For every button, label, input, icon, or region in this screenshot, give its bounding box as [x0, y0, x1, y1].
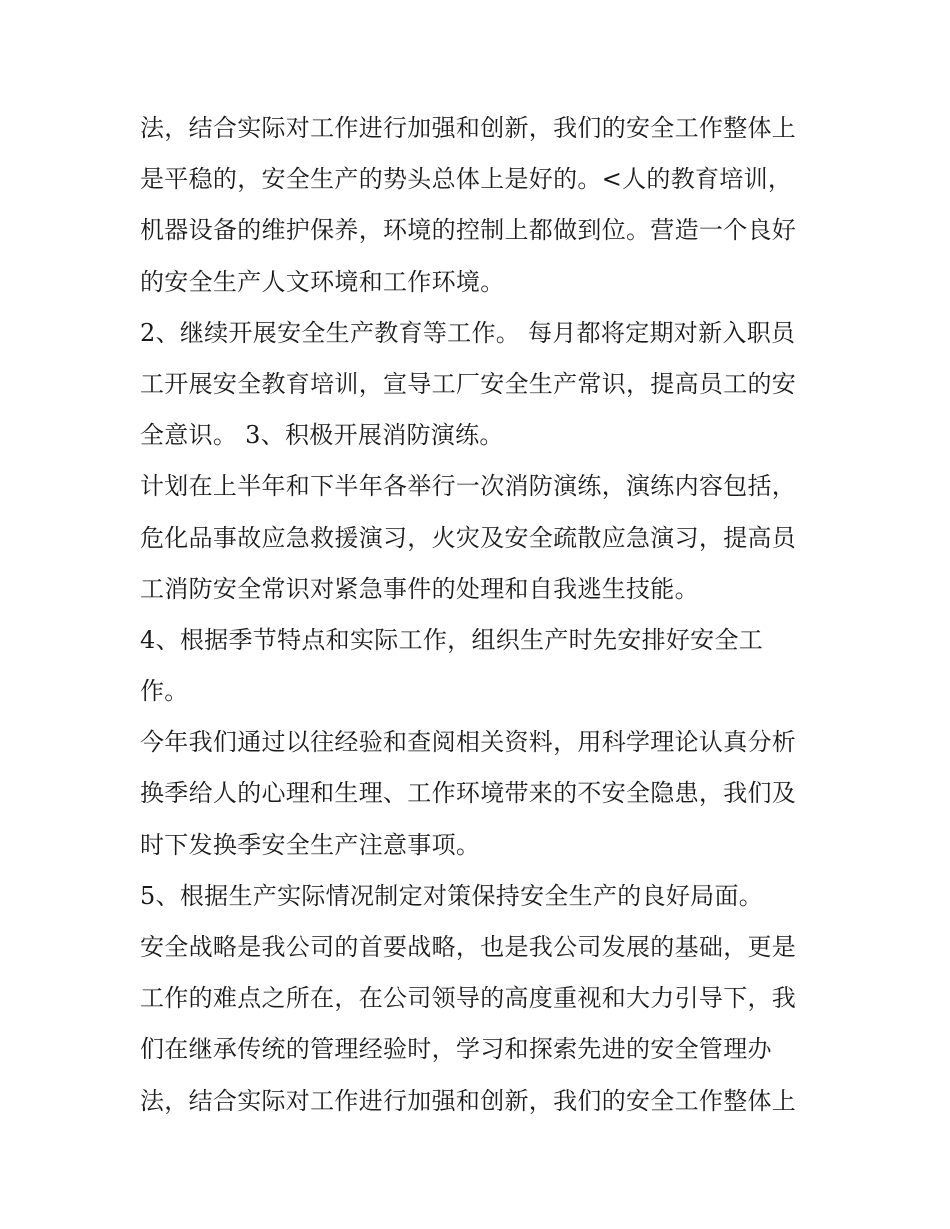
text-line: 法，结合实际对工作进行加强和创新，我们的安全工作整体上	[140, 114, 797, 142]
text-line: 的安全生产人文环境和工作环境。	[140, 267, 505, 296]
text-line: 计划在上半年和下半年各举行一次消防演练，演练内容包括，	[140, 472, 797, 501]
text-line: 安全战略是我公司的首要战略，也是我公司发展的基础，更是	[140, 933, 797, 961]
text-line: 们在继承传统的管理经验时，学习和探索先进的安全管理办	[140, 1035, 772, 1064]
text-line: 工作的难点之所在，在公司领导的高度重视和大力引导下，我	[140, 984, 797, 1013]
text-line: 时下发换季安全生产注意事项。	[140, 830, 481, 859]
section-heading-line: 4、根据季节特点和实际工作，组织生产时先安排好安全工	[140, 625, 764, 654]
text-line: 工开展安全教育培训，宣导工厂安全生产常识，提高员工的安	[140, 369, 797, 398]
text-line: 法，结合实际对工作进行加强和创新，我们的安全工作整体上	[140, 1086, 797, 1115]
section-heading-line: 全意识。 3、积极开展消防演练。	[140, 421, 504, 450]
section-heading-line: 2、继续开展安全生产教育等工作。 每月都将定期对新入职员	[140, 318, 796, 347]
section-heading-line: 5、根据生产实际情况制定对策保持安全生产的良好局面。	[140, 881, 764, 910]
text-line: 是平稳的，安全生产的势头总体上是好的。<人的教育培训，	[140, 165, 793, 194]
text-line: 工消防安全常识对紧急事件的处理和自我逃生技能。	[140, 574, 699, 603]
text-line: 危化品事故应急救援演习，火灾及安全疏散应急演习，提高员	[140, 523, 797, 552]
document-body	[140, 103, 820, 1127]
section-heading-line: 作。	[140, 677, 189, 706]
text-line: 今年我们通过以往经验和查阅相关资料，用科学理论认真分析	[140, 728, 797, 757]
text-line: 换季给人的心理和生理、工作环境带来的不安全隐患，我们及	[140, 779, 797, 808]
text-line: 机器设备的维护保养，环境的控制上都做到位。营造一个良好	[140, 216, 797, 245]
